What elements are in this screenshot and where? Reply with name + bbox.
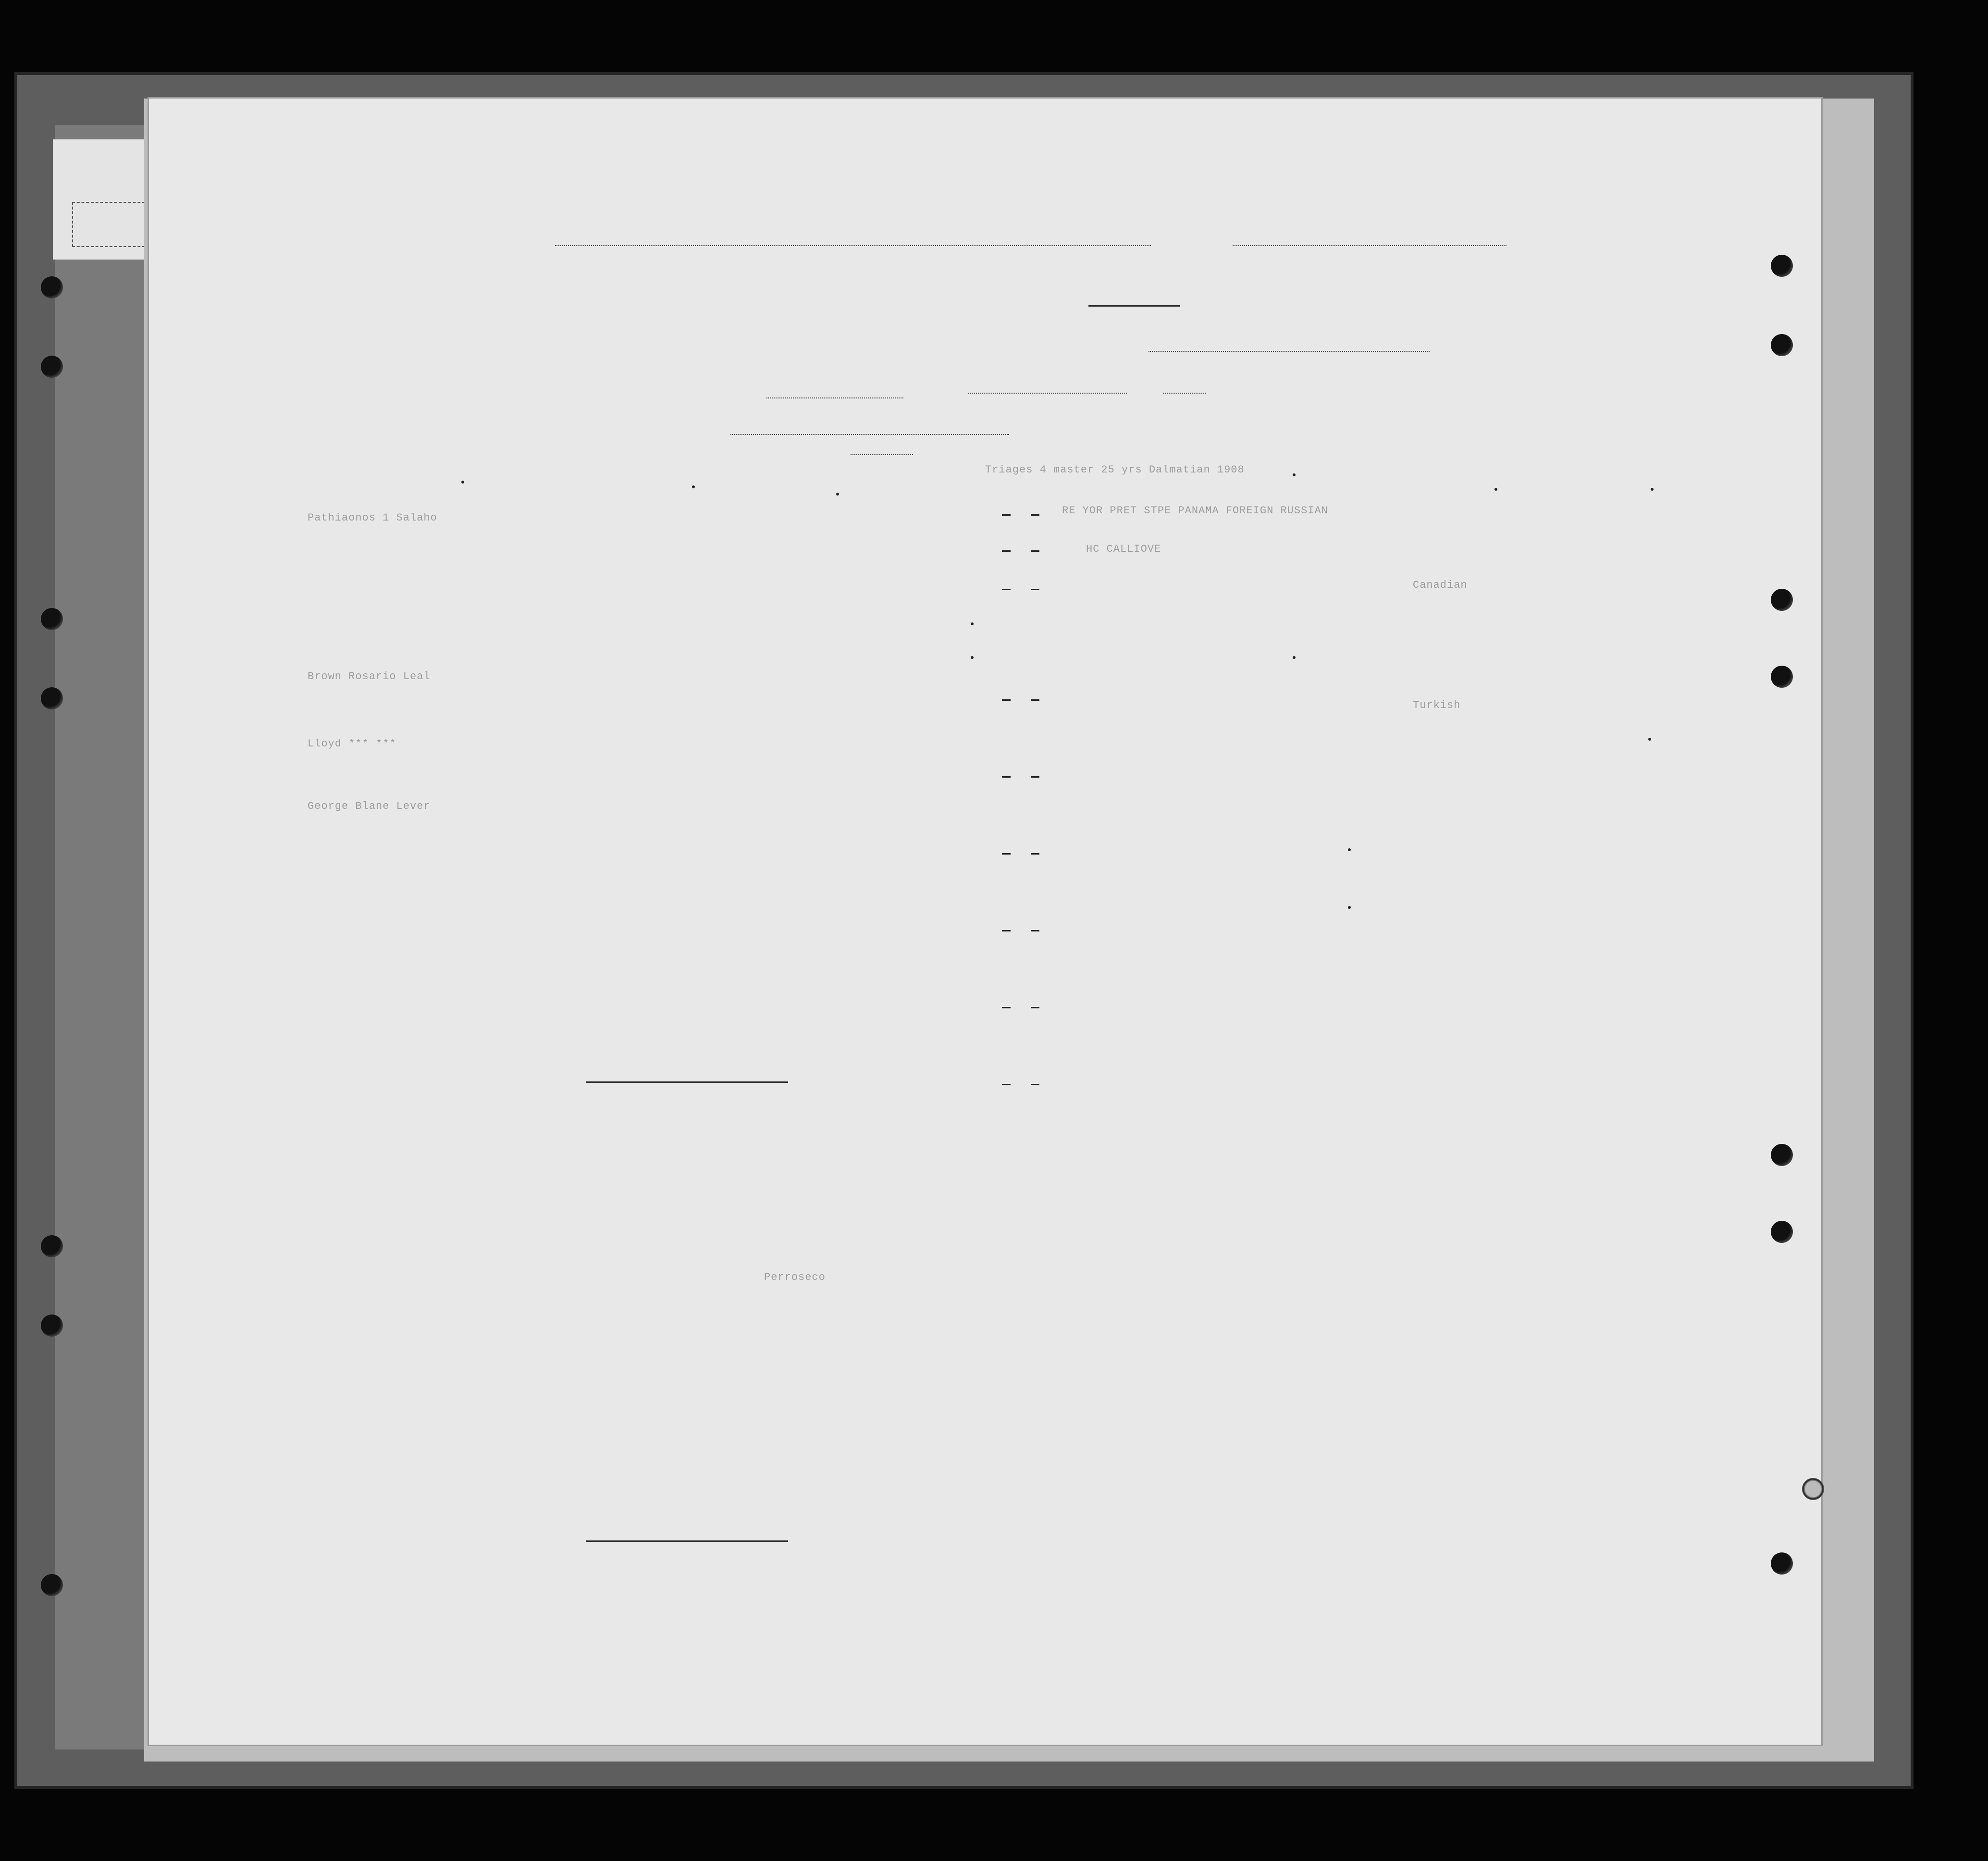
tab-box: [72, 202, 145, 247]
column-dash: [1031, 550, 1039, 552]
binder-hole-icon: [41, 608, 63, 630]
inspector-signature-blank-2[interactable]: [851, 454, 913, 455]
column-mark: [692, 485, 695, 488]
binder-strip: [55, 125, 151, 1749]
act-rule: [586, 1540, 788, 1542]
column-dash: [1031, 930, 1039, 931]
column-mark: [461, 481, 464, 484]
column-mark: [836, 493, 839, 496]
bleed-through: Canadian: [1413, 579, 1468, 591]
binder-hole-icon: [1771, 666, 1793, 688]
column-mark: [971, 622, 974, 625]
column-dash: [1002, 1007, 1011, 1008]
column-dash: [1031, 1007, 1039, 1008]
manifest-page: [149, 99, 1821, 1745]
previous-page-tab: [53, 139, 149, 260]
binder-hole-icon: [1771, 255, 1793, 277]
column-mark: [971, 656, 974, 659]
column-mark: [1651, 488, 1654, 491]
column-dash: [1002, 589, 1011, 590]
sworn-year-blank[interactable]: [1163, 393, 1206, 394]
binder-hole-icon: [1771, 1221, 1793, 1243]
column-dash: [1002, 514, 1011, 516]
column-mark: [1293, 473, 1296, 476]
column-dash: [1002, 930, 1011, 931]
binder-hole-icon: [41, 687, 63, 709]
column-mark: [1348, 848, 1351, 851]
column-mark: [1348, 906, 1351, 909]
binder-hole-icon: [1771, 334, 1793, 356]
column-dash: [1002, 699, 1011, 701]
bleed-through: Perroseco: [764, 1271, 826, 1283]
bleed-through: George Blane Lever: [308, 800, 431, 812]
bleed-through: Pathiaonos 1 Salaho: [308, 512, 437, 524]
column-mark: [1293, 656, 1296, 659]
column-mark: [1648, 738, 1651, 741]
column-dash: [1031, 776, 1039, 778]
bleed-through: Turkish: [1413, 699, 1461, 711]
binder-hole-icon: [1771, 589, 1793, 611]
column-dash: [1031, 853, 1039, 855]
column-dash: [1031, 514, 1039, 516]
title-rule: [1088, 305, 1180, 307]
bleed-through: Brown Rosario Leal: [308, 670, 431, 682]
column-dash: [1002, 1084, 1011, 1085]
bleed-through: Lloyd *** ***: [308, 738, 396, 750]
column-dash: [1002, 853, 1011, 855]
sworn-day-blank[interactable]: [766, 397, 903, 398]
vessel-blank[interactable]: [1233, 245, 1506, 246]
binder-hole-icon: [41, 356, 63, 378]
binder-hole-icon: [1802, 1478, 1824, 1500]
inspector-signature-blank[interactable]: [730, 434, 1009, 435]
binder-hole-icon: [41, 1574, 63, 1596]
binder-hole-icon: [41, 1235, 63, 1257]
column-dash: [1031, 589, 1039, 590]
column-dash: [1002, 776, 1011, 778]
column-dash: [1031, 699, 1039, 701]
name-blank[interactable]: [555, 245, 1151, 246]
bleed-through: Triages 4 master 25 yrs Dalmatian 1908: [985, 464, 1245, 476]
master-signature-blank[interactable]: [1148, 351, 1430, 352]
binder-hole-icon: [41, 1315, 63, 1337]
column-dash: [1002, 550, 1011, 552]
binder-hole-icon: [1771, 1144, 1793, 1166]
bleed-through: HC CALLIOVE: [1086, 543, 1161, 555]
binder-hole-icon: [1771, 1552, 1793, 1575]
column-mark: [1494, 488, 1497, 491]
column-dash: [1031, 1084, 1039, 1085]
bleed-through: RE YOR PRET STPE PANAMA FOREIGN RUSSIAN: [1062, 505, 1328, 517]
binder-hole-icon: [41, 276, 63, 298]
notice-rule: [586, 1081, 788, 1083]
sworn-month-blank[interactable]: [968, 393, 1127, 394]
